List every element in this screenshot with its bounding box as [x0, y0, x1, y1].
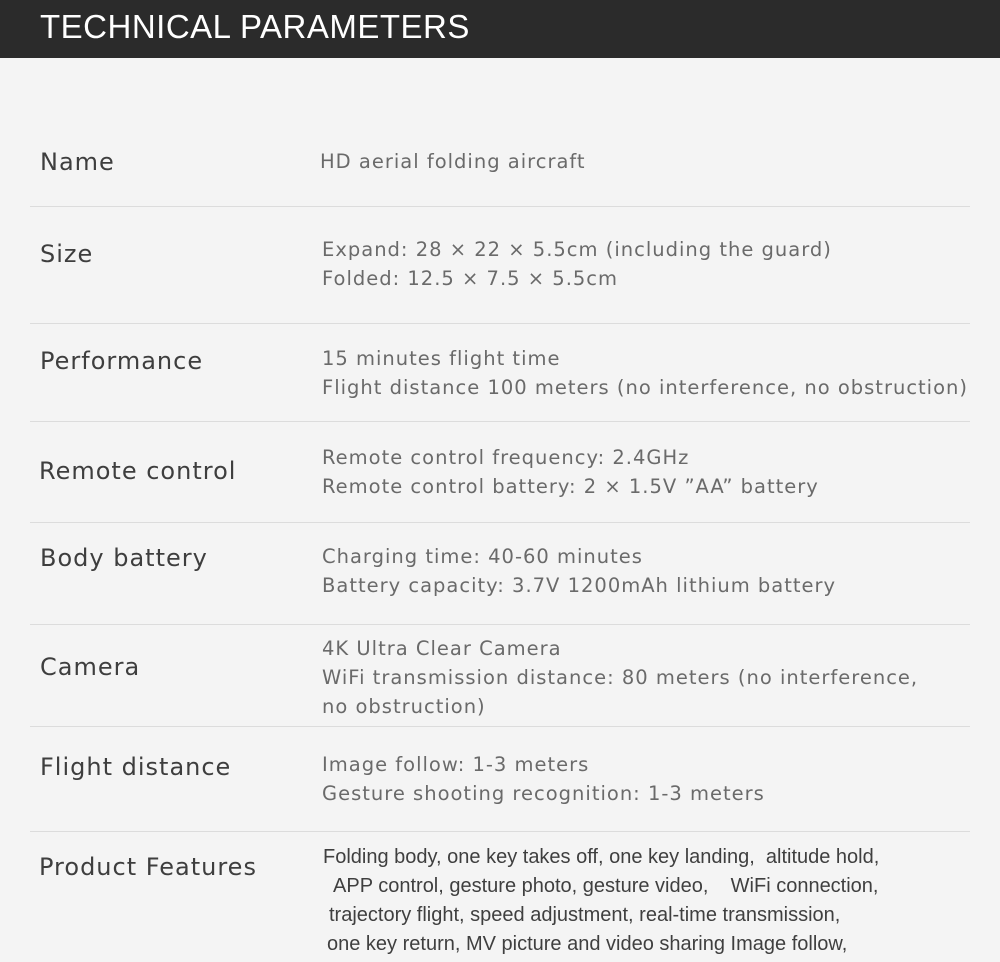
spec-value-line: Flight distance 100 meters (no interference, no obstruction)	[322, 376, 968, 399]
spec-row-flight-distance	[30, 726, 970, 832]
spec-row-size	[30, 206, 970, 324]
spec-value	[322, 542, 1000, 600]
spec-row-name	[30, 120, 970, 207]
spec-label: Name	[40, 148, 115, 176]
page-title: TECHNICAL PARAMETERS	[40, 8, 470, 45]
spec-row-performance	[30, 323, 970, 422]
spec-row-camera	[30, 624, 970, 727]
spec-label: Flight distance	[40, 753, 232, 781]
spec-value	[323, 843, 1000, 959]
spec-value-line: 15 minutes flight time	[322, 347, 561, 370]
spec-value-line: Image follow: 1-3 meters	[322, 753, 590, 776]
spec-value-line: no obstruction)	[322, 695, 486, 718]
spec-label: Camera	[40, 653, 141, 681]
spec-value	[320, 147, 1000, 176]
spec-value	[322, 235, 1000, 293]
spec-value	[322, 750, 1000, 808]
spec-value-line: one key return, MV picture and video sharing Image follow,	[327, 933, 848, 955]
spec-label: Product Features	[39, 853, 257, 881]
section-header	[0, 0, 1000, 58]
spec-value-line: 4K Ultra Clear Camera	[322, 637, 562, 660]
spec-value-line: Remote control frequency: 2.4GHz	[322, 446, 690, 469]
spec-row-product-features	[30, 831, 970, 962]
spec-value-line: Expand: 28 × 22 × 5.5cm (including the guard)	[322, 238, 832, 261]
spec-value	[322, 443, 1000, 501]
spec-value-line: WiFi transmission distance: 80 meters (no interference,	[322, 666, 919, 689]
spec-value-line: APP control, gesture photo, gesture video, WiFi connection,	[323, 875, 879, 897]
spec-label: Performance	[40, 347, 204, 375]
spec-value-line: trajectory flight, speed adjustment, real-time transmission,	[329, 904, 841, 926]
spec-value-line: Battery capacity: 3.7V 1200mAh lithium battery	[322, 574, 837, 597]
spec-value-line: Remote control battery: 2 × 1.5V ”AA” battery	[322, 475, 819, 498]
spec-value	[322, 344, 1000, 402]
spec-value-line: Charging time: 40-60 minutes	[322, 545, 643, 568]
spec-label: Remote control	[39, 457, 237, 485]
spec-value-line: Folded: 12.5 × 7.5 × 5.5cm	[322, 267, 619, 290]
spec-value-line: HD aerial folding aircraft	[320, 150, 586, 173]
spec-value-line: Folding body, one key takes off, one key landing, altitude hold,	[323, 846, 880, 868]
spec-label: Size	[40, 240, 94, 268]
spec-value-line: Gesture shooting recognition: 1-3 meters	[322, 782, 765, 805]
spec-label: Body battery	[40, 544, 208, 572]
spec-row-body-battery	[30, 522, 970, 625]
spec-value	[322, 634, 1000, 721]
spec-row-remote-control	[30, 421, 970, 523]
